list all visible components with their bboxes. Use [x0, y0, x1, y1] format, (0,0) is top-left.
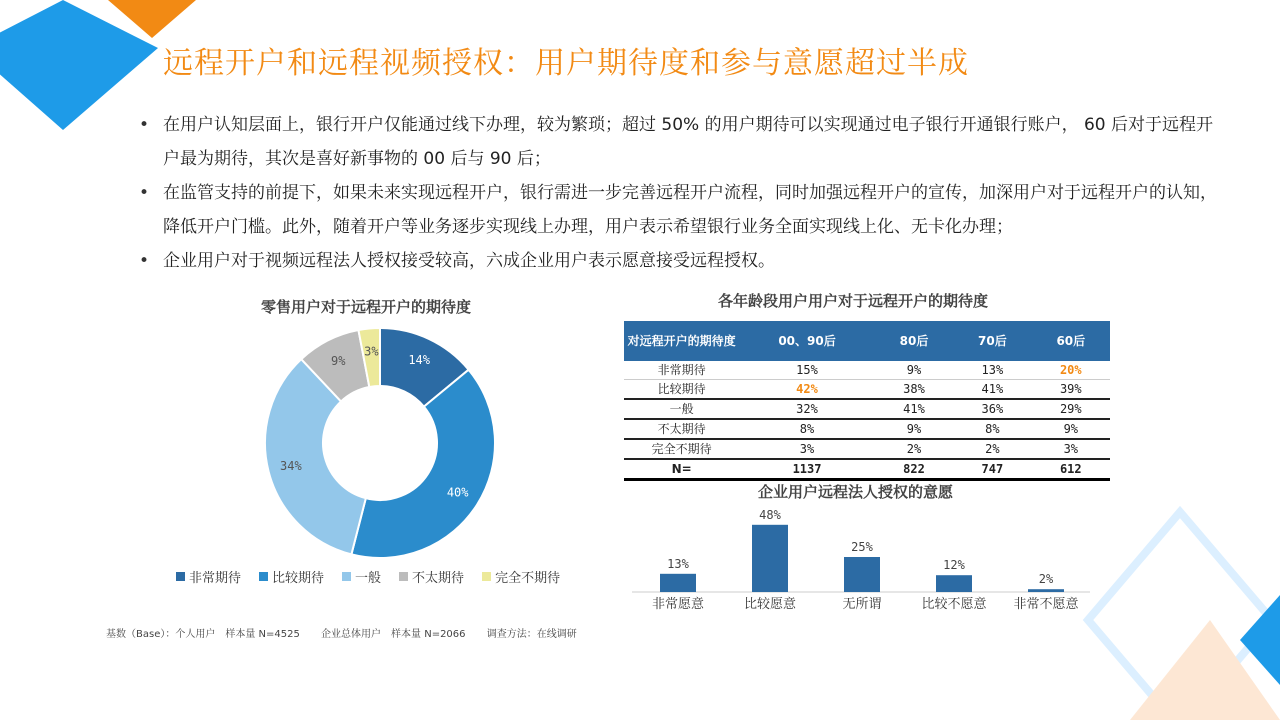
bar-value-label: 48%: [759, 507, 781, 522]
legend-item: [259, 567, 324, 586]
table-row: [624, 459, 1110, 480]
legend-label: 非常期待: [189, 571, 242, 586]
table-header-cell: 对远程开户的期待度: [624, 321, 739, 361]
table-cell: 20%: [1032, 361, 1110, 380]
legend-label: 比较期待: [272, 571, 325, 586]
bar-value-label: 12%: [943, 558, 965, 573]
bar-chart-title: 企业用户远程法人授权的意愿: [758, 483, 954, 501]
table-cell: 32%: [739, 399, 875, 419]
bar: [660, 574, 696, 592]
donut-chart-title: 零售用户对于远程开户的期待度: [261, 298, 472, 316]
table-cell: 9%: [875, 419, 953, 439]
bullet-item: • 在监管支持的前提下，如果未来实现远程开户，银行需进一步完善远程开户流程，同时加强远程开户的宣传，加深用户对于远程开户的认知，降低开户门槛。此外，随着开户等业务逐步实现线上办理，用户表示希望银行业务全面实现线上化、无卡化办理；: [137, 176, 1217, 244]
table-cell: 8%: [739, 419, 875, 439]
donut-data-label: 40%: [446, 485, 469, 500]
footnote: [106, 625, 595, 640]
bar-value-label: 25%: [851, 540, 873, 554]
table-header-cell: 60后: [1032, 321, 1110, 361]
legend-item: [342, 567, 381, 586]
bar-chart: [620, 498, 1100, 616]
table-cell: 3%: [1032, 439, 1110, 459]
bar-category-label: 比较愿意: [743, 597, 797, 612]
bar: [752, 525, 788, 592]
table-header-cell: 70后: [953, 321, 1031, 361]
table-title: 各年龄段用户用户对于远程开户的期待度: [718, 292, 989, 310]
donut-legend: [176, 567, 560, 586]
legend-swatch: [342, 572, 351, 581]
table-cell: 一般: [624, 399, 739, 419]
table-cell: 8%: [953, 419, 1031, 439]
table-cell: N=: [624, 459, 739, 480]
table-cell: 747: [953, 459, 1031, 480]
age-expectation-table: [624, 321, 1110, 481]
legend-item: [176, 567, 241, 586]
bar: [844, 557, 880, 592]
bullet-item: • 在用户认知层面上，银行开户仅能通过线下办理，较为繁琐；超过 50% 的用户期待可以实现通过电子银行开通银行账户， 60 后对于远程开户最为期待，其次是喜好新事物的 00 后与 90 后；: [137, 108, 1217, 176]
legend-swatch: [399, 572, 408, 581]
bullet-item: • 企业用户对于视频远程法人授权接受较高，六成企业用户表示愿意接受远程授权。: [137, 244, 1217, 278]
legend-label: 不太期待: [412, 571, 465, 586]
bar-category-label: 无所谓: [842, 597, 882, 612]
table-cell: 29%: [1032, 399, 1110, 419]
table-cell: 36%: [953, 399, 1031, 419]
bar-category-label: 非常不愿意: [1013, 597, 1079, 612]
bar-value-label: 13%: [667, 556, 689, 571]
table-row: [624, 361, 1110, 380]
donut-data-label: 34%: [280, 458, 302, 473]
table-cell: 3%: [739, 439, 875, 459]
table-cell: 41%: [953, 380, 1031, 400]
legend-item: [399, 567, 464, 586]
table-header-row: [624, 321, 1110, 361]
table-cell: 41%: [875, 399, 953, 419]
legend-swatch: [259, 572, 268, 581]
footnote-base: 基数（Base）：个人用户 样本量 N=4525: [106, 629, 300, 640]
legend-label: 完全不期待: [495, 571, 561, 586]
table-row: [624, 399, 1110, 419]
table-cell: 9%: [1032, 419, 1110, 439]
table-cell: 39%: [1032, 380, 1110, 400]
table-cell: 2%: [953, 439, 1031, 459]
legend-item: [482, 567, 560, 586]
donut-data-label: 3%: [364, 344, 379, 359]
bar-category-label: 非常愿意: [651, 597, 705, 612]
table-row: [624, 419, 1110, 439]
donut-chart: [255, 318, 505, 568]
bar: [1028, 589, 1064, 592]
page-title: 远程开户和远程视频授权：用户期待度和参与意愿超过半成: [163, 46, 969, 81]
table-row: [624, 380, 1110, 400]
table-cell: 比较期待: [624, 380, 739, 400]
table-cell: 15%: [739, 361, 875, 380]
table-cell: 1137: [739, 459, 875, 480]
table-cell: 9%: [875, 361, 953, 380]
table-header-cell: 80后: [875, 321, 953, 361]
donut-data-label: 14%: [408, 352, 431, 367]
bar-value-label: 2%: [1038, 572, 1054, 587]
table-cell: 612: [1032, 459, 1110, 480]
table-cell: 非常期待: [624, 361, 739, 380]
bullet-list: [137, 108, 1217, 278]
donut-data-label: 9%: [331, 354, 346, 369]
table-header-cell: 00、90后: [739, 321, 875, 361]
table-cell: 完全不期待: [624, 439, 739, 459]
legend-label: 一般: [355, 571, 382, 586]
legend-swatch: [176, 572, 185, 581]
table-cell: 42%: [739, 380, 875, 400]
table-cell: 38%: [875, 380, 953, 400]
table-cell: 2%: [875, 439, 953, 459]
bar: [936, 575, 972, 592]
bar-category-label: 比较不愿意: [921, 597, 987, 612]
legend-swatch: [482, 572, 491, 581]
table-row: [624, 439, 1110, 459]
table-cell: 13%: [953, 361, 1031, 380]
footnote-corp: 企业总体用户 样本量 N=2066: [321, 629, 466, 640]
table-cell: 822: [875, 459, 953, 480]
table-cell: 不太期待: [624, 419, 739, 439]
footnote-method: 调查方法：在线调研: [486, 629, 577, 640]
